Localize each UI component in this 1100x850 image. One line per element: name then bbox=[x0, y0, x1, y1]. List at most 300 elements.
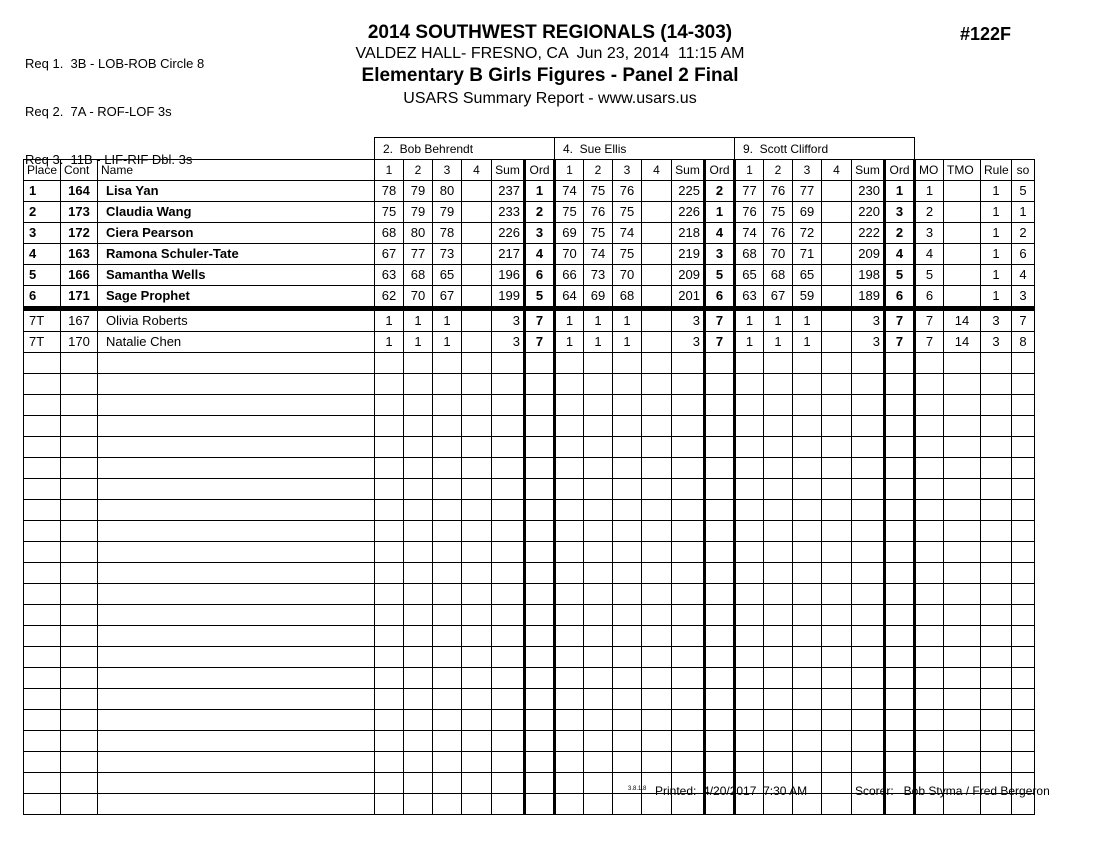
empty-cell bbox=[981, 521, 1012, 542]
empty-cell bbox=[793, 353, 822, 374]
score-cell: 1 bbox=[764, 309, 793, 332]
empty-cell bbox=[822, 374, 852, 395]
empty-cell bbox=[613, 626, 642, 647]
empty-cell bbox=[584, 500, 613, 521]
empty-cell bbox=[944, 500, 981, 521]
empty-cell bbox=[672, 752, 705, 773]
empty-cell bbox=[852, 731, 885, 752]
empty-cell bbox=[642, 521, 672, 542]
score-cell: 79 bbox=[404, 181, 433, 202]
name-cell: Natalie Chen bbox=[98, 332, 375, 353]
empty-cell bbox=[885, 752, 915, 773]
empty-cell bbox=[822, 563, 852, 584]
empty-cell bbox=[672, 521, 705, 542]
empty-cell bbox=[793, 479, 822, 500]
empty-cell bbox=[885, 647, 915, 668]
requirement-line-2: Req 2. 7A - ROF-LOF 3s bbox=[25, 104, 172, 119]
empty-cell bbox=[735, 752, 764, 773]
empty-cell bbox=[462, 647, 492, 668]
col-header-so: so bbox=[1012, 160, 1035, 181]
score-cell: 67 bbox=[764, 286, 793, 309]
empty-cell bbox=[462, 458, 492, 479]
col-header-score-3: 3 bbox=[433, 160, 462, 181]
place-cell: 4 bbox=[24, 244, 61, 265]
empty-cell bbox=[852, 521, 885, 542]
empty-cell bbox=[98, 542, 375, 563]
score-cell: 77 bbox=[793, 181, 822, 202]
empty-cell bbox=[793, 626, 822, 647]
empty-cell bbox=[555, 731, 584, 752]
empty-cell bbox=[852, 710, 885, 731]
empty-cell bbox=[705, 437, 735, 458]
empty-cell bbox=[705, 395, 735, 416]
score-cell: 1 bbox=[584, 332, 613, 353]
empty-cell bbox=[98, 584, 375, 605]
empty-cell bbox=[584, 458, 613, 479]
ord-cell: 4 bbox=[705, 223, 735, 244]
empty-cell bbox=[584, 479, 613, 500]
empty-cell bbox=[462, 479, 492, 500]
empty-cell bbox=[613, 395, 642, 416]
empty-cell bbox=[672, 374, 705, 395]
empty-cell bbox=[98, 605, 375, 626]
empty-cell bbox=[944, 584, 981, 605]
empty-cell bbox=[404, 563, 433, 584]
empty-cell bbox=[705, 668, 735, 689]
empty-cell bbox=[24, 605, 61, 626]
empty-cell bbox=[981, 479, 1012, 500]
empty-cell bbox=[375, 542, 404, 563]
empty-cell bbox=[705, 500, 735, 521]
empty-row bbox=[24, 710, 1035, 731]
ord-cell: 6 bbox=[705, 286, 735, 309]
empty-cell bbox=[944, 395, 981, 416]
empty-cell bbox=[793, 458, 822, 479]
empty-cell bbox=[492, 437, 525, 458]
tmo-cell bbox=[944, 181, 981, 202]
empty-cell bbox=[1012, 353, 1035, 374]
empty-cell bbox=[525, 437, 555, 458]
empty-cell bbox=[584, 416, 613, 437]
empty-cell bbox=[61, 647, 98, 668]
empty-cell bbox=[24, 563, 61, 584]
empty-cell bbox=[462, 521, 492, 542]
empty-cell bbox=[642, 647, 672, 668]
empty-cell bbox=[98, 374, 375, 395]
empty-cell bbox=[404, 668, 433, 689]
empty-cell bbox=[705, 647, 735, 668]
empty-cell bbox=[555, 668, 584, 689]
score-cell: 69 bbox=[584, 286, 613, 309]
score-cell: 1 bbox=[404, 332, 433, 353]
empty-cell bbox=[735, 458, 764, 479]
empty-cell bbox=[375, 626, 404, 647]
place-cell: 1 bbox=[24, 181, 61, 202]
judge-row-spacer-left bbox=[24, 138, 375, 160]
cont-cell: 171 bbox=[61, 286, 98, 309]
empty-cell bbox=[764, 374, 793, 395]
empty-cell bbox=[944, 542, 981, 563]
event-title: Elementary B Girls Figures - Panel 2 Final bbox=[361, 65, 739, 87]
empty-cell bbox=[375, 710, 404, 731]
empty-cell bbox=[98, 500, 375, 521]
col-header-score-1: 1 bbox=[735, 160, 764, 181]
place-cell: 5 bbox=[24, 265, 61, 286]
empty-cell bbox=[61, 458, 98, 479]
empty-cell bbox=[462, 794, 492, 815]
empty-cell bbox=[915, 458, 944, 479]
empty-cell bbox=[98, 458, 375, 479]
empty-cell bbox=[24, 689, 61, 710]
empty-cell bbox=[735, 416, 764, 437]
empty-cell bbox=[793, 605, 822, 626]
empty-cell bbox=[981, 374, 1012, 395]
sum-cell: 218 bbox=[672, 223, 705, 244]
empty-cell bbox=[944, 416, 981, 437]
empty-cell bbox=[433, 563, 462, 584]
empty-cell bbox=[584, 437, 613, 458]
empty-cell bbox=[375, 437, 404, 458]
empty-cell bbox=[822, 416, 852, 437]
empty-cell bbox=[98, 773, 375, 794]
mo-cell: 4 bbox=[915, 244, 944, 265]
ord-cell: 4 bbox=[885, 244, 915, 265]
empty-cell bbox=[555, 479, 584, 500]
empty-cell bbox=[885, 563, 915, 584]
sum-cell: 209 bbox=[672, 265, 705, 286]
score-cell: 75 bbox=[555, 202, 584, 223]
empty-cell bbox=[525, 542, 555, 563]
empty-cell bbox=[822, 458, 852, 479]
score-cell: 69 bbox=[793, 202, 822, 223]
score-cell: 1 bbox=[433, 332, 462, 353]
empty-cell bbox=[525, 647, 555, 668]
empty-cell bbox=[885, 374, 915, 395]
empty-cell bbox=[61, 416, 98, 437]
empty-cell bbox=[915, 353, 944, 374]
empty-cell bbox=[24, 794, 61, 815]
empty-cell bbox=[492, 458, 525, 479]
score-cell: 65 bbox=[735, 265, 764, 286]
empty-cell bbox=[404, 626, 433, 647]
empty-cell bbox=[492, 395, 525, 416]
empty-cell bbox=[584, 395, 613, 416]
empty-cell bbox=[584, 626, 613, 647]
empty-cell bbox=[944, 710, 981, 731]
empty-cell bbox=[793, 647, 822, 668]
empty-cell bbox=[1012, 626, 1035, 647]
score-cell: 78 bbox=[375, 181, 404, 202]
empty-cell bbox=[375, 353, 404, 374]
judge-name: 9. Scott Clifford bbox=[735, 138, 915, 160]
score-cell: 1 bbox=[735, 332, 764, 353]
empty-cell bbox=[404, 605, 433, 626]
empty-cell bbox=[981, 584, 1012, 605]
empty-cell bbox=[793, 731, 822, 752]
score-cell: 1 bbox=[584, 309, 613, 332]
empty-cell bbox=[822, 773, 852, 794]
score-cell: 75 bbox=[613, 244, 642, 265]
ord-cell: 7 bbox=[705, 332, 735, 353]
empty-cell bbox=[793, 710, 822, 731]
empty-cell bbox=[735, 521, 764, 542]
empty-cell bbox=[98, 752, 375, 773]
empty-cell bbox=[433, 689, 462, 710]
empty-cell bbox=[672, 542, 705, 563]
empty-cell bbox=[981, 563, 1012, 584]
empty-cell bbox=[555, 374, 584, 395]
name-cell: Olivia Roberts bbox=[98, 309, 375, 332]
empty-cell bbox=[433, 752, 462, 773]
score-cell: 76 bbox=[764, 223, 793, 244]
empty-cell bbox=[61, 752, 98, 773]
empty-cell bbox=[433, 542, 462, 563]
empty-cell bbox=[915, 605, 944, 626]
empty-cell bbox=[24, 542, 61, 563]
empty-cell bbox=[555, 353, 584, 374]
sum-cell: 225 bbox=[672, 181, 705, 202]
empty-cell bbox=[1012, 542, 1035, 563]
empty-cell bbox=[98, 395, 375, 416]
ord-cell: 6 bbox=[525, 265, 555, 286]
judge-name: 4. Sue Ellis bbox=[555, 138, 735, 160]
score-cell: 66 bbox=[555, 265, 584, 286]
empty-cell bbox=[61, 521, 98, 542]
empty-cell bbox=[915, 584, 944, 605]
empty-cell bbox=[584, 794, 613, 815]
ord-cell: 5 bbox=[525, 286, 555, 309]
score-cell: 70 bbox=[404, 286, 433, 309]
empty-cell bbox=[764, 584, 793, 605]
empty-cell bbox=[735, 605, 764, 626]
empty-cell bbox=[525, 521, 555, 542]
empty-cell bbox=[764, 479, 793, 500]
score-cell: 74 bbox=[555, 181, 584, 202]
mo-cell: 2 bbox=[915, 202, 944, 223]
empty-cell bbox=[822, 752, 852, 773]
col-header-sum: Sum bbox=[672, 160, 705, 181]
empty-cell bbox=[525, 500, 555, 521]
score-cell: 71 bbox=[793, 244, 822, 265]
empty-cell bbox=[525, 626, 555, 647]
score-cell: 73 bbox=[433, 244, 462, 265]
empty-cell bbox=[793, 752, 822, 773]
empty-cell bbox=[525, 353, 555, 374]
empty-cell bbox=[705, 626, 735, 647]
ord-cell: 1 bbox=[525, 181, 555, 202]
empty-cell bbox=[555, 521, 584, 542]
empty-cell bbox=[885, 626, 915, 647]
empty-cell bbox=[462, 353, 492, 374]
empty-cell bbox=[705, 458, 735, 479]
empty-cell bbox=[433, 437, 462, 458]
empty-cell bbox=[492, 563, 525, 584]
empty-cell bbox=[642, 563, 672, 584]
mo-cell: 6 bbox=[915, 286, 944, 309]
empty-cell bbox=[584, 752, 613, 773]
sum-cell: 3 bbox=[852, 309, 885, 332]
empty-cell bbox=[525, 479, 555, 500]
empty-cell bbox=[793, 563, 822, 584]
empty-cell bbox=[613, 752, 642, 773]
empty-cell bbox=[462, 437, 492, 458]
empty-cell bbox=[852, 626, 885, 647]
empty-cell bbox=[404, 584, 433, 605]
sum-cell: 201 bbox=[672, 286, 705, 309]
empty-cell bbox=[915, 479, 944, 500]
empty-cell bbox=[404, 500, 433, 521]
empty-cell bbox=[915, 416, 944, 437]
empty-cell bbox=[642, 416, 672, 437]
empty-cell bbox=[735, 437, 764, 458]
empty-cell bbox=[822, 647, 852, 668]
empty-cell bbox=[584, 605, 613, 626]
empty-cell bbox=[433, 521, 462, 542]
col-header-mo: MO bbox=[915, 160, 944, 181]
ord-cell: 2 bbox=[525, 202, 555, 223]
empty-cell bbox=[885, 689, 915, 710]
empty-cell bbox=[915, 668, 944, 689]
empty-cell bbox=[764, 668, 793, 689]
empty-cell bbox=[852, 605, 885, 626]
empty-cell bbox=[764, 731, 793, 752]
empty-cell bbox=[24, 773, 61, 794]
mo-cell: 7 bbox=[915, 332, 944, 353]
empty-cell bbox=[735, 395, 764, 416]
empty-cell bbox=[613, 542, 642, 563]
score-cell bbox=[822, 181, 852, 202]
empty-cell bbox=[764, 752, 793, 773]
empty-cell bbox=[555, 563, 584, 584]
empty-cell bbox=[462, 374, 492, 395]
empty-cell bbox=[915, 626, 944, 647]
so-cell: 1 bbox=[1012, 202, 1035, 223]
score-cell: 68 bbox=[375, 223, 404, 244]
empty-cell bbox=[98, 689, 375, 710]
empty-cell bbox=[822, 689, 852, 710]
empty-cell bbox=[885, 710, 915, 731]
empty-cell bbox=[944, 437, 981, 458]
empty-cell bbox=[584, 710, 613, 731]
empty-cell bbox=[613, 668, 642, 689]
empty-cell bbox=[492, 479, 525, 500]
score-cell: 1 bbox=[613, 332, 642, 353]
score-cell: 74 bbox=[584, 244, 613, 265]
empty-cell bbox=[822, 353, 852, 374]
empty-cell bbox=[98, 668, 375, 689]
score-cell: 68 bbox=[404, 265, 433, 286]
empty-cell bbox=[852, 374, 885, 395]
empty-cell bbox=[433, 479, 462, 500]
col-header-ord: Ord bbox=[525, 160, 555, 181]
judge-name: 2. Bob Behrendt bbox=[375, 138, 555, 160]
empty-cell bbox=[61, 479, 98, 500]
place-cell: 2 bbox=[24, 202, 61, 223]
empty-cell bbox=[852, 689, 885, 710]
empty-cell bbox=[885, 668, 915, 689]
judge-header-row bbox=[24, 138, 1035, 160]
empty-cell bbox=[375, 500, 404, 521]
empty-cell bbox=[404, 542, 433, 563]
empty-cell bbox=[642, 584, 672, 605]
empty-cell bbox=[404, 647, 433, 668]
empty-cell bbox=[525, 416, 555, 437]
empty-cell bbox=[944, 647, 981, 668]
empty-cell bbox=[705, 731, 735, 752]
empty-cell bbox=[852, 752, 885, 773]
empty-cell bbox=[462, 416, 492, 437]
table-row bbox=[24, 265, 1035, 286]
empty-cell bbox=[1012, 500, 1035, 521]
ord-cell: 4 bbox=[525, 244, 555, 265]
score-cell bbox=[462, 286, 492, 309]
empty-cell bbox=[735, 374, 764, 395]
empty-cell bbox=[705, 542, 735, 563]
empty-cell bbox=[613, 689, 642, 710]
empty-cell bbox=[433, 773, 462, 794]
empty-cell bbox=[61, 542, 98, 563]
empty-row bbox=[24, 668, 1035, 689]
empty-cell bbox=[61, 584, 98, 605]
sum-cell: 226 bbox=[672, 202, 705, 223]
score-cell: 70 bbox=[764, 244, 793, 265]
empty-cell bbox=[525, 458, 555, 479]
empty-cell bbox=[555, 437, 584, 458]
empty-cell bbox=[584, 773, 613, 794]
empty-cell bbox=[793, 437, 822, 458]
empty-cell bbox=[852, 542, 885, 563]
empty-cell bbox=[1012, 731, 1035, 752]
empty-cell bbox=[944, 689, 981, 710]
empty-cell bbox=[462, 710, 492, 731]
score-cell bbox=[822, 244, 852, 265]
empty-cell bbox=[642, 479, 672, 500]
place-cell: 3 bbox=[24, 223, 61, 244]
score-cell: 65 bbox=[433, 265, 462, 286]
empty-cell bbox=[944, 668, 981, 689]
score-cell: 1 bbox=[433, 309, 462, 332]
empty-cell bbox=[944, 374, 981, 395]
table-row bbox=[24, 286, 1035, 309]
score-cell bbox=[822, 309, 852, 332]
empty-cell bbox=[915, 689, 944, 710]
rule-cell: 3 bbox=[981, 309, 1012, 332]
empty-cell bbox=[852, 395, 885, 416]
place-cell: 7T bbox=[24, 332, 61, 353]
empty-cell bbox=[61, 626, 98, 647]
sum-cell: 209 bbox=[852, 244, 885, 265]
empty-cell bbox=[375, 647, 404, 668]
empty-cell bbox=[642, 395, 672, 416]
sum-cell: 222 bbox=[852, 223, 885, 244]
empty-cell bbox=[944, 521, 981, 542]
empty-cell bbox=[98, 794, 375, 815]
score-cell: 78 bbox=[433, 223, 462, 244]
empty-row bbox=[24, 626, 1035, 647]
empty-cell bbox=[735, 500, 764, 521]
ord-cell: 7 bbox=[525, 309, 555, 332]
empty-cell bbox=[404, 794, 433, 815]
sum-cell: 220 bbox=[852, 202, 885, 223]
empty-cell bbox=[642, 605, 672, 626]
empty-cell bbox=[885, 584, 915, 605]
empty-cell bbox=[433, 353, 462, 374]
tmo-cell: 14 bbox=[944, 309, 981, 332]
empty-cell bbox=[672, 605, 705, 626]
sum-cell: 217 bbox=[492, 244, 525, 265]
score-cell bbox=[822, 223, 852, 244]
score-cell: 1 bbox=[375, 309, 404, 332]
